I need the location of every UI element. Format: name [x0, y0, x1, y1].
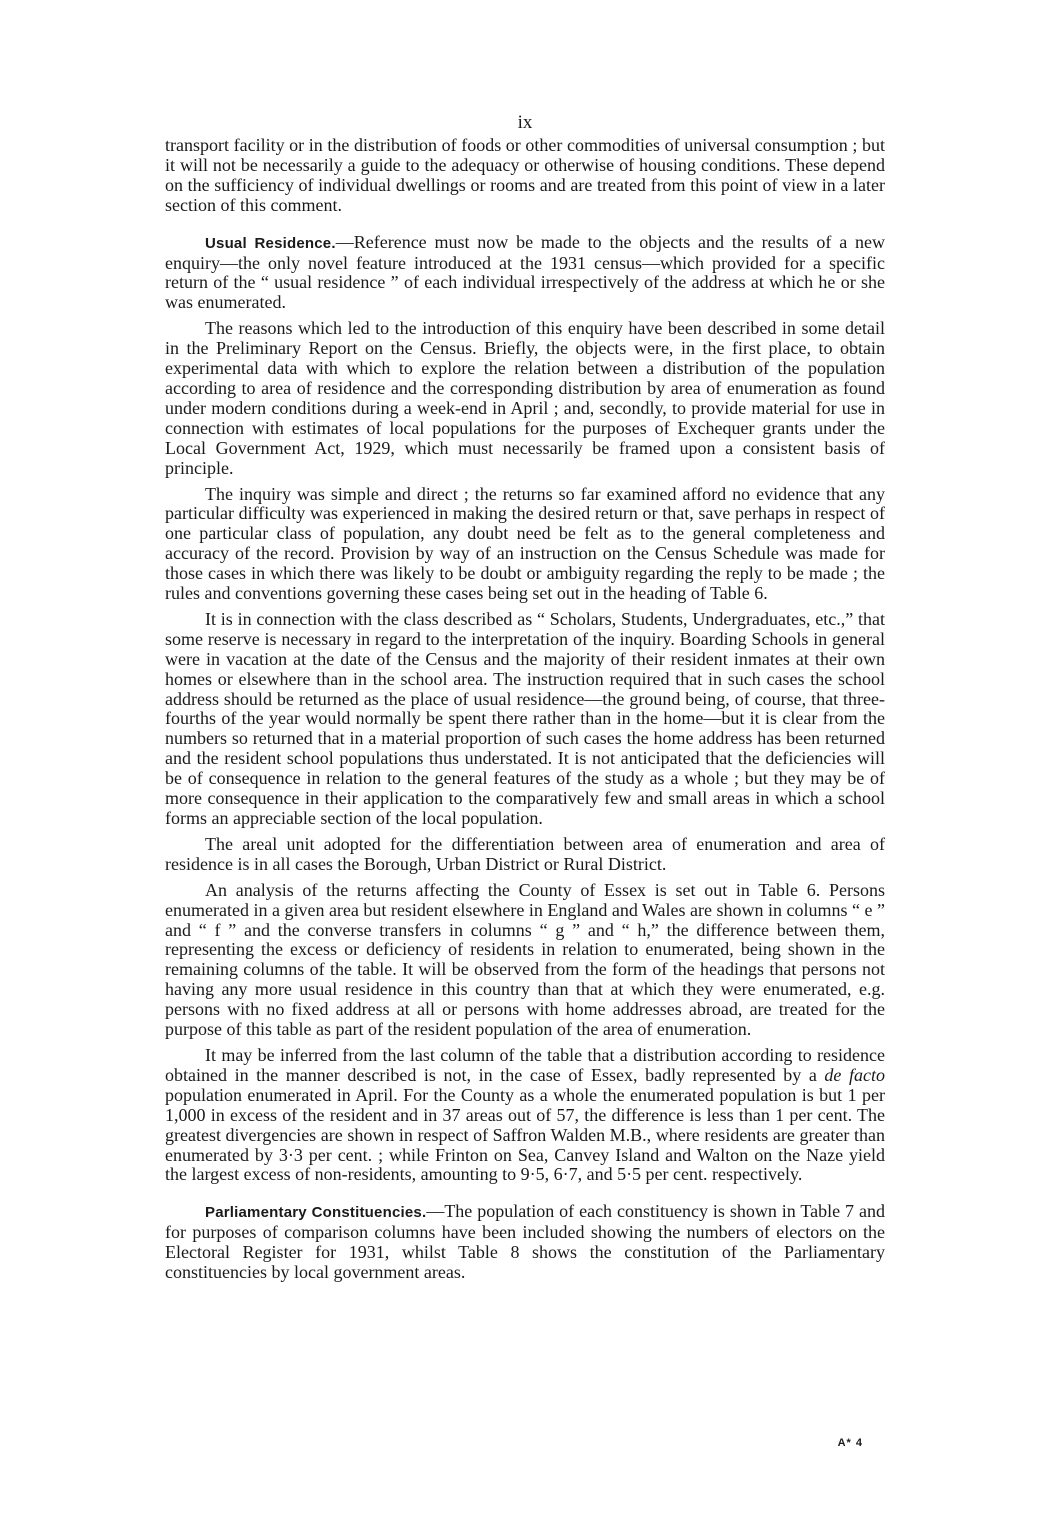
page-number: ix: [517, 112, 533, 133]
paragraph-inferred: [165, 1046, 885, 1185]
signature-mark: A* 4: [837, 1437, 863, 1449]
paragraph-usual-residence: [165, 233, 885, 314]
paragraph-reasons: The reasons which led to the introduction of this enquiry have been described in some detail in the Preliminary Report on the Census. Briefly, the objects were, in the first place, to obtain experimental data with which to explore the relation between a distribution of the population according to area of residence and the corresponding distribution by area of enumeration as found under modern conditions during a week-end in April ; and, secondly, to provide material for use in connection with estimates of local populations for the purposes of Exchequer grants under the Local Government Act, 1929, which must necessarily be framed upon a consistent basis of principle.: [165, 318, 885, 478]
section-heading-usual-residence: Usual Residence.: [205, 234, 336, 252]
inferred-text-after: population enumerated in April. For the County as a whole the enumerated population is but 1 per 1,000 in excess of the resident and in 37 areas out of 57, the difference is less than 1 per cent. The greatest divergencies are shown in respect of Saffron Walden M.B., where residents are greater than enumerated by 3·3 per cent. ; while Frinton on Sea, Canvey Island and Walton on the Naze yield the largest excess of non-residents, amounting to 9·5, 6·7, and 5·5 per cent. respectively.: [165, 1084, 885, 1185]
paragraph-essex-analysis: An analysis of the returns affecting the County of Essex is set out in Table 6. Persons enumerated in a given area but resident elsewhere in England and Wales are shown in columns “ e ” and “ f ” and the converse transfers in columns “ g ” and “ h,” the difference between them, representing the excess or deficiency of residents in relation to enumerated, being shown in the remaining columns of the table. It will be observed from the form of the headings that persons not having any more usual residence in this country than that at which they were enumerated, e.g. persons with no fixed address at all or persons with home addresses abroad, are treated for the purpose of this table as part of the resident population of the area of enumeration.: [165, 879, 885, 1040]
paragraph-scholars: It is in connection with the class described as “ Scholars, Students, Undergraduates, etc.,” that some reserve is necessary in regard to the interpretation of the inquiry. Boarding Schools in general were in vacation at the date of the Census and the majority of their resident inmates at their own homes or elsewhere than in the school area. The instruction required that in such cases the school address should be returned as the place of usual residence—the ground being, of course, that three-fourths of the year would normally be spent there rather than in the home—but it is clear from the numbers so returned that in a material proportion of such cases the home address has been returned and the resident school populations thus understated. It is not anticipated that the deficiencies will be of consequence in relation to the general features of the study as a whole ; but they may be of more consequence in their application to the comparatively few and small areas in which a school forms an appreciable section of the local population.: [165, 608, 885, 828]
inferred-text-before: It may be inferred from the last column of the table that a distribution according to residence obtained in the manner described is not, in the case of Essex, badly represented by a: [165, 1044, 885, 1085]
document-page: [165, 112, 885, 1283]
parliamentary-text: —The population of each constituency is shown in Table 7 and for purposes of comparison columns have been included showing the numbers of electors on the Electoral Register for 1931, whilst Table 8 shows the constitution of the Parliamentary constituencies by local government areas.: [165, 1201, 885, 1283]
paragraph-transport: transport facility or in the distribution of foods or other commodities of universal consumption ; but it will not be necessarily a guide to the adequacy or otherwise of housing conditions. These depend on the sufficiency of individual dwellings or rooms and are treated from this point of view in a later section of this comment.: [165, 135, 885, 215]
inferred-italic: de facto: [824, 1064, 885, 1085]
usual-residence-text: —Reference must now be made to the objects and the results of a new enquiry—the only novel feature introduced at the 1931 census—which provided for a specific return of the “ usual residence ” of each individual irrespectively of the address at which he or she was enumerated.: [165, 231, 886, 313]
paragraph-inquiry: The inquiry was simple and direct ; the returns so far examined afford no evidence that any particular difficulty was experienced in making the desired return or that, save perhaps in respect of one particular class of population, any doubt need be felt as to the general completeness and accuracy of the record. Provision by way of an instruction on the Census Schedule was made for those cases in which there was likely to be doubt or ambiguity regarding the reply to be made ; the rules and conventions governing these cases being set out in the heading of Table 6.: [165, 483, 885, 604]
paragraph-areal-unit: The areal unit adopted for the differentiation between area of enumeration and area of residence is in all cases the Borough, Urban District or Rural District.: [165, 833, 885, 874]
section-heading-parliamentary: Parliamentary Constituencies.: [205, 1204, 427, 1222]
paragraph-parliamentary: [165, 1202, 885, 1283]
